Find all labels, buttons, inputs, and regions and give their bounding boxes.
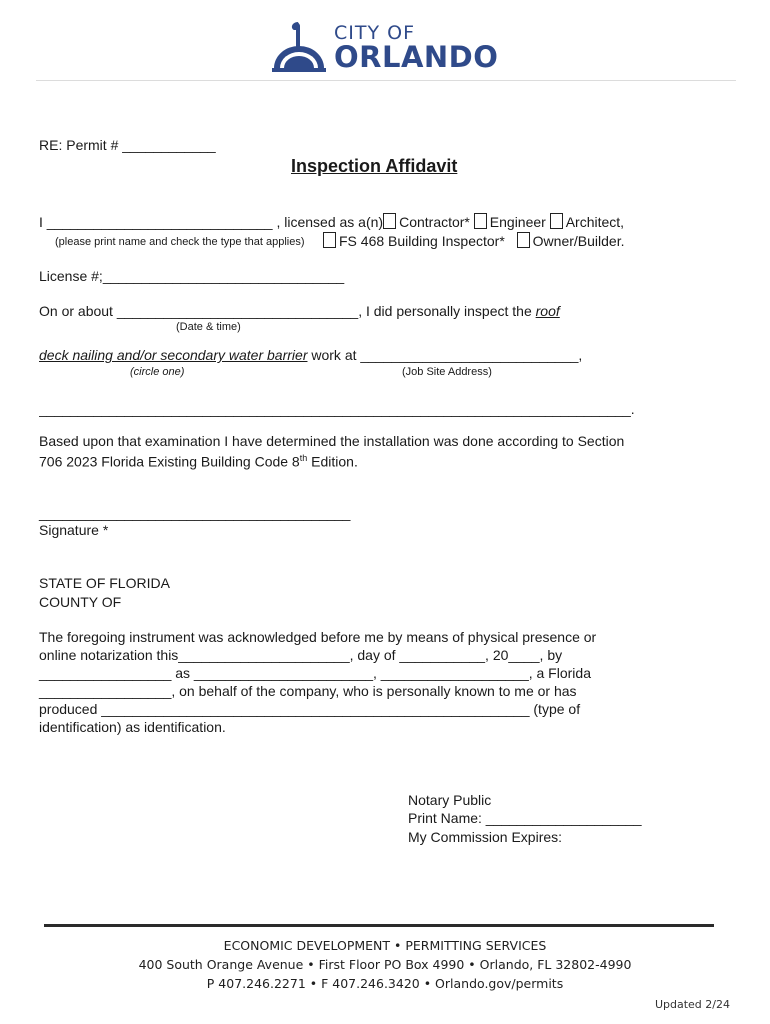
job-site-row [39,347,582,363]
signature-line: ________________________________________ [39,505,351,521]
building-inspector-label: FS 468 Building Inspector* [339,233,505,249]
logo-city-of-text: CITY OF [334,22,416,44]
architect-checkbox[interactable] [550,213,563,229]
footer-address: 400 South Orange Avenue • First Floor PO Box 4990 • Orlando, FL 32802-4990 [138,957,632,972]
building-inspector-checkbox[interactable] [323,232,336,248]
footer-contact: P 407.246.2271 • F 407.246.3420 • Orlando.gov/permits [206,976,564,991]
footer-divider [44,924,714,927]
engineer-label: Engineer [489,214,546,230]
city-of-orlando-logo [268,18,508,74]
permit-number-line: RE: Permit # ____________ [39,137,216,153]
notary-line-1: The foregoing instrument was acknowledged before me by means of physical presence or [39,629,597,645]
examination-statement-line1: Based upon that examination I have determined the installation was done according to Section [39,433,625,449]
roof-word: roof [535,303,560,319]
state-label: STATE OF FLORIDA [39,575,170,591]
notary-line-5: produced _______________________________________________________ (type of [39,701,581,717]
print-name-line: Print Name: ____________________ [408,810,642,826]
inspection-date-row [39,303,560,319]
notary-line-4: _________________, on behalf of the company, who is personally known to me or has [39,683,577,699]
owner-builder-label: Owner/Builder. [532,233,625,249]
orlando-dome-icon [268,18,330,74]
logo-orlando-text: ORLANDO [334,40,499,74]
address-continuation-line: ____________________________________________________________________________. [39,401,635,417]
work-at-text: work at ____________________________, [307,347,583,363]
license-number-line: License #;_______________________________ [39,268,345,284]
footer-department: ECONOMIC DEVELOPMENT • PERMITTING SERVICES [223,938,547,953]
deck-nailing-option: deck nailing and/or secondary water barrier [39,347,308,363]
notary-line-3: _________________ as _______________________, ___________________, a Florida [39,665,591,681]
county-label: COUNTY OF [39,594,122,610]
updated-date: Updated 2/24 [654,998,730,1011]
date-time-note: (Date & time) [176,321,241,333]
signature-label: Signature * [39,522,109,538]
licensed-row-2 [323,232,624,249]
notary-line-2: online notarization this______________________, day of ___________, 20____, by [39,647,563,663]
notary-line-6: identification) as identification. [39,719,226,735]
licensed-intro: I _____________________________ , licensed as a(n) [39,214,384,230]
engineer-checkbox[interactable] [474,213,487,229]
contractor-label: Contractor* [399,214,470,230]
owner-builder-checkbox[interactable] [517,232,530,248]
job-site-address-note: (Job Site Address) [402,366,492,378]
commission-expires-label: My Commission Expires: [408,829,563,845]
edition-text: Edition. [307,453,358,470]
page-title: Inspection Affidavit [291,156,458,176]
examination-statement-line2 [39,453,358,470]
edition-superscript: th [299,453,308,463]
on-about-text: On or about _______________________________, I did personally inspect the [39,303,532,319]
circle-one-note: (circle one) [130,366,185,378]
licensed-row [39,213,624,230]
notary-public-label: Notary Public [408,792,492,808]
contractor-checkbox[interactable] [383,213,396,229]
architect-label: Architect, [565,214,625,230]
print-name-note: (please print name and check the type that applies) [55,236,305,248]
code-reference: 706 2023 Florida Existing Building Code 8 [39,453,300,470]
header-divider [36,80,736,81]
